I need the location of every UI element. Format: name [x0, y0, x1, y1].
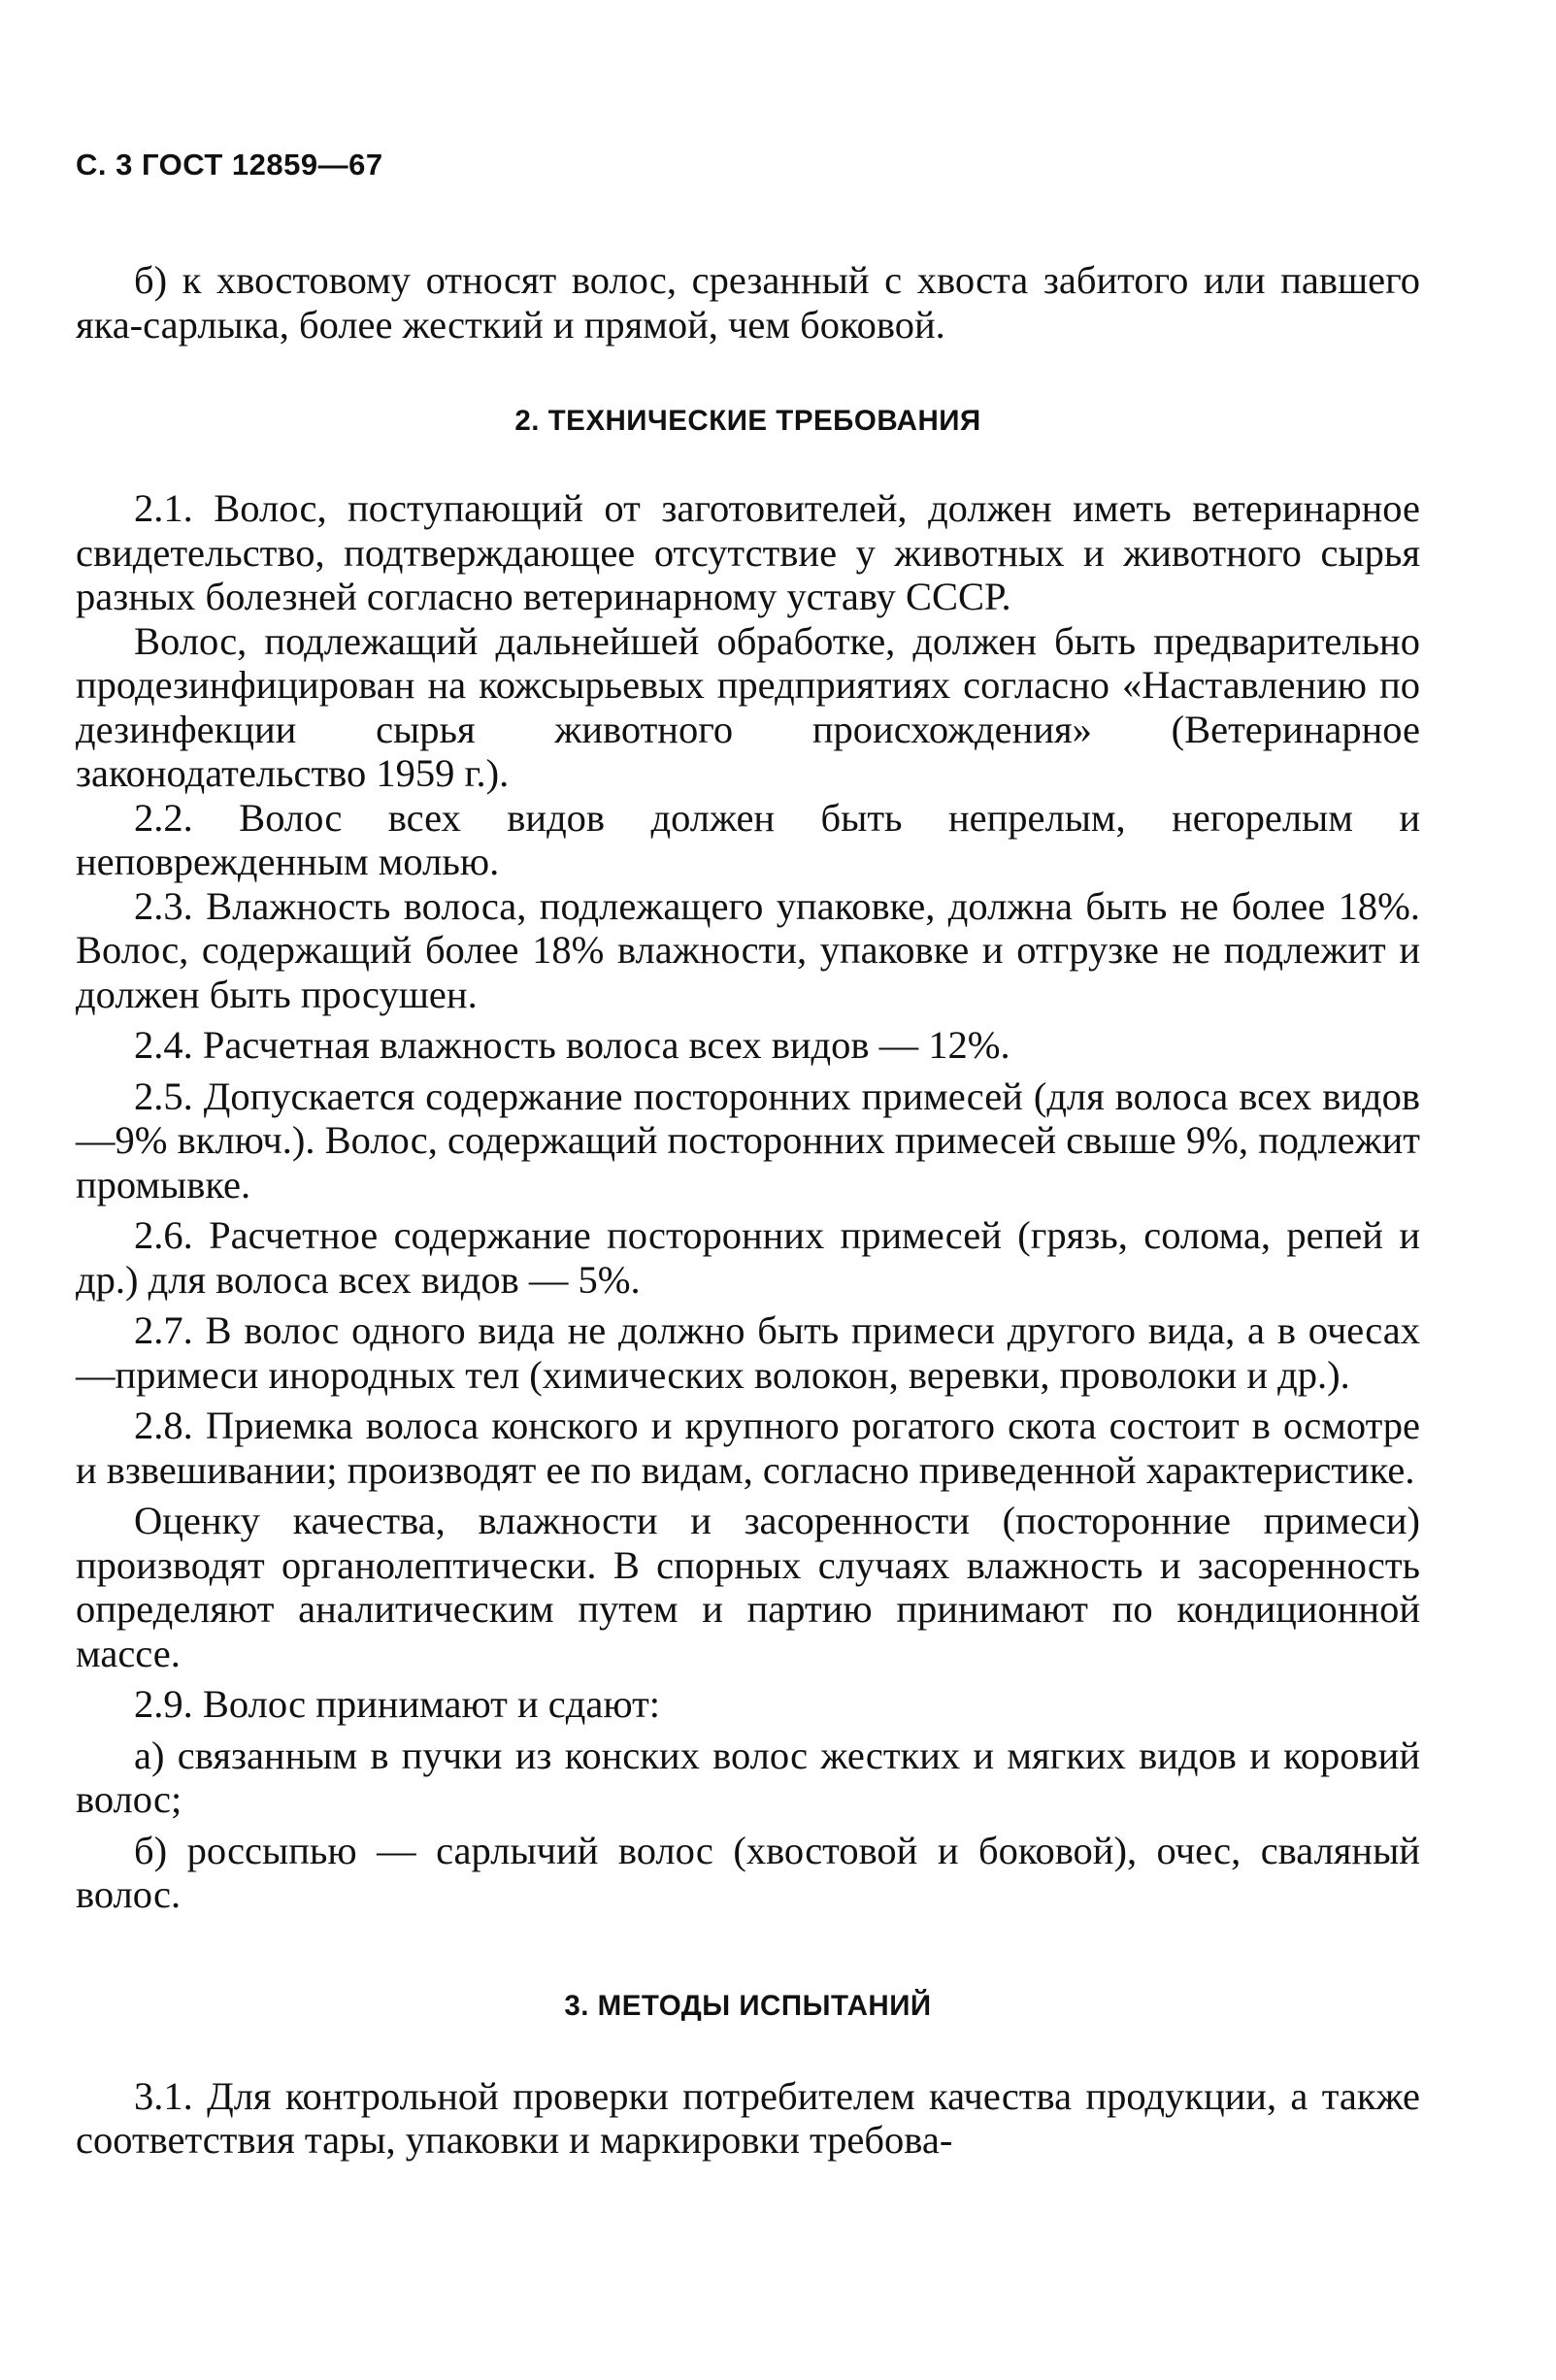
- paragraph-2-5: 2.5. Допускается содержание посторонних примесей (для волоса всех видов—9% включ.). Волос, содержащий посторонних примесей свыше 9%, подлежит промывке.: [76, 1074, 1420, 1207]
- paragraph-2-1: 2.1. Волос, поступающий от заготовителей, должен иметь ветеринарное свидетельство, подтверждающее отсутствие у животных и животного сырья разных болезней согласно ветеринарному уставу СССР.: [76, 486, 1420, 618]
- paragraph-2-3: 2.3. Влажность волоса, подлежащего упаковке, должна быть не более 18%. Волос, содержащий более 18% влажности, упаковке и отгрузке не подлежит и должен быть просушен.: [76, 883, 1420, 1016]
- paragraph-2-8: 2.8. Приемка волоса конского и крупного рогатого скота состоит в осмотре и взвешивании; производят ее по видам, согласно приведенной характеристике.: [76, 1404, 1420, 1492]
- paragraph-2-2: 2.2. Волос всех видов должен быть непрелым, негорелым и неповрежденным молью.: [76, 795, 1420, 883]
- paragraph-1b-tail: б) к хвостовому относят волос, срезанный с хвоста забитого или павшего яка-сарлыка, более жесткий и прямой, чем боковой.: [76, 258, 1420, 347]
- paragraph-2-9-a: а) связанным в пучки из конских волос жестких и мягких видов и коровий волос;: [76, 1733, 1420, 1821]
- page-header: С. 3 ГОСТ 12859—67: [76, 148, 383, 182]
- paragraph-2-9: 2.9. Волос принимают и сдают:: [134, 1682, 661, 1726]
- paragraph-2-6: 2.6. Расчетное содержание посторонних примесей (грязь, солома, репей и др.) для волоса всех видов — 5%.: [76, 1213, 1420, 1302]
- section-2-title: 2. ТЕХНИЧЕСКИЕ ТРЕБОВАНИЯ: [514, 405, 981, 437]
- paragraph-2-7: 2.7. В волос одного вида не должно быть примеси другого вида, а в очесах—примеси инородных тел (химических волокон, веревки, проволоки и др.).: [76, 1308, 1420, 1397]
- paragraph-2-4: 2.4. Расчетная влажность волоса всех видов — 12%.: [134, 1023, 1010, 1067]
- paragraph-2-1-continued: Волос, подлежащий дальнейшей обработке, должен быть предварительно продезинфицирован на кожсырьевых предприятиях согласно «Наставлению по дезинфекции сырья животного происхождения» (Ветеринарное законодательство 1959 г.).: [76, 618, 1420, 795]
- paragraph-2-8-continued: Оценку качества, влажности и засоренности (посторонние примеси) производят органолептически. В спорных случаях влажность и засоренность определяют аналитическим путем и партию принимают по кондиционной массе.: [76, 1499, 1420, 1675]
- paragraph-2-9-b: б) россыпью — сарлычий волос (хвостовой и боковой), очес, сваляный волос.: [76, 1828, 1420, 1916]
- paragraph-3-1: 3.1. Для контрольной проверки потребителем качества продукции, а также соответствия тары, упаковки и маркировки требова-: [76, 2073, 1420, 2162]
- section-3-title: 3. МЕТОДЫ ИСПЫТАНИЙ: [564, 1989, 932, 2022]
